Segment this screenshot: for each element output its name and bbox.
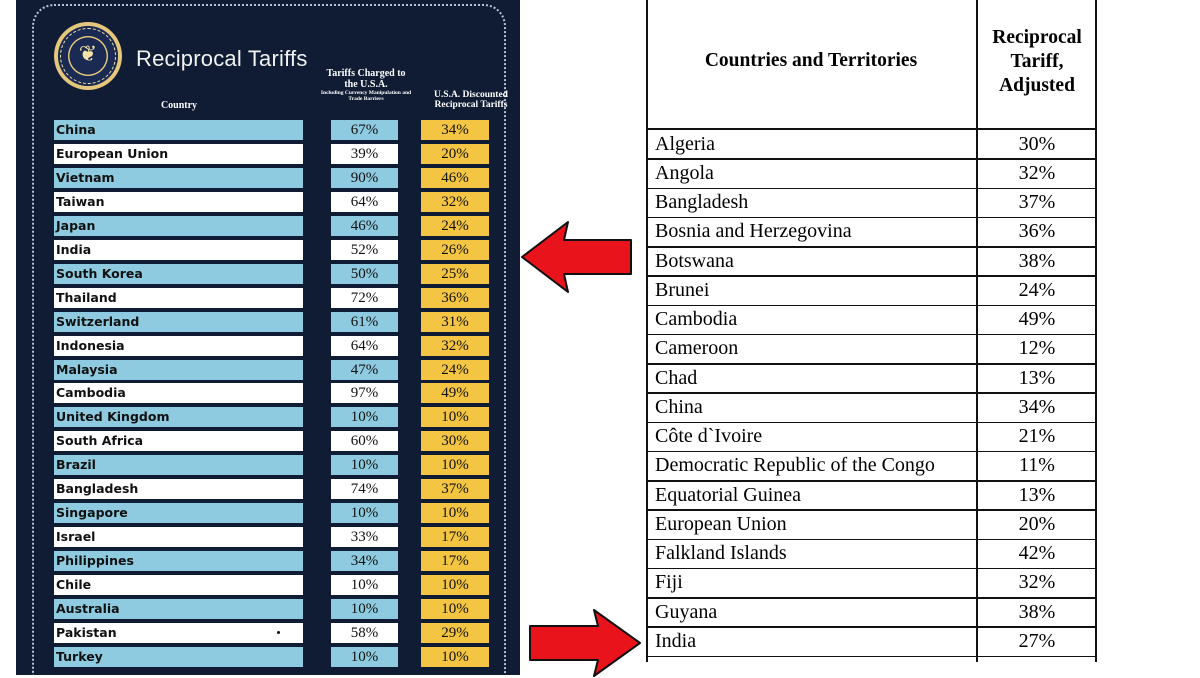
table-row-divider	[646, 246, 1097, 248]
table-country-cell: Chad	[655, 366, 698, 389]
tariff-charged-cell: 61%	[331, 312, 398, 332]
country-name-cell: Japan	[54, 216, 303, 236]
country-name-cell: Brazil	[54, 455, 303, 475]
tariff-charged-cell: 10%	[331, 599, 398, 619]
table-row-divider	[646, 275, 1097, 277]
table-header-countries: Countries and Territories	[704, 50, 918, 71]
discounted-tariff-cell: 17%	[421, 551, 489, 571]
country-name-cell: Malaysia	[54, 360, 303, 380]
tariff-row	[16, 383, 520, 403]
tariff-row	[16, 575, 520, 595]
table-tariff-cell: 24%	[1018, 278, 1056, 301]
column-header-country: Country	[160, 100, 198, 111]
table-row	[646, 305, 1097, 334]
table-row	[646, 451, 1097, 480]
table-country-cell: Democratic Republic of the Congo	[655, 454, 935, 477]
table-header-tariff-line: Tariff,	[1010, 51, 1064, 72]
tariff-row	[16, 288, 520, 308]
table-row	[646, 539, 1097, 568]
discounted-tariff-cell: 17%	[421, 527, 489, 547]
tariff-row	[16, 503, 520, 523]
discounted-tariff-cell: 10%	[421, 407, 489, 427]
table-tariff-cell: 36%	[1018, 220, 1056, 243]
table-row	[646, 481, 1097, 510]
discounted-tariff-cell: 10%	[421, 599, 489, 619]
table-row-divider	[646, 480, 1097, 482]
table-country-cell: Bosnia and Herzegovina	[655, 220, 852, 243]
discounted-tariff-cell: 37%	[421, 479, 489, 499]
table-row-divider	[646, 158, 1097, 160]
table-row	[646, 598, 1097, 627]
table-row	[646, 159, 1097, 188]
discounted-tariff-cell: 24%	[421, 360, 489, 380]
table-row	[646, 217, 1097, 246]
tariff-charged-cell: 10%	[331, 455, 398, 475]
country-name-cell: India	[54, 240, 303, 260]
tariff-row	[16, 551, 520, 571]
table-row-divider	[646, 568, 1097, 570]
country-name-cell: Thailand	[54, 288, 303, 308]
table-row-divider	[646, 363, 1097, 365]
table-tariff-cell: 42%	[1018, 542, 1056, 564]
table-row-divider	[646, 539, 1097, 541]
table-row	[646, 276, 1097, 305]
table-tariff-cell: 27%	[1018, 629, 1056, 652]
table-row	[646, 422, 1097, 451]
discounted-tariff-cell: 46%	[421, 168, 489, 188]
tariff-row	[16, 599, 520, 619]
country-name-cell: South Africa	[54, 431, 303, 451]
reciprocal-tariff-table	[646, 0, 1097, 675]
discounted-tariff-cell: 30%	[421, 431, 489, 451]
table-row-divider	[646, 597, 1097, 599]
tariff-charged-cell: 46%	[331, 216, 398, 236]
discounted-tariff-cell: 32%	[421, 192, 489, 212]
tariff-row	[16, 240, 520, 260]
table-row	[646, 130, 1097, 159]
country-name-cell: European Union	[54, 144, 303, 164]
table-row	[646, 568, 1097, 597]
table-rows	[646, 0, 1097, 675]
tariff-row	[16, 336, 520, 356]
discounted-tariff-cell: 20%	[421, 144, 489, 164]
discounted-tariff-cell: 24%	[421, 216, 489, 236]
table-row	[646, 247, 1097, 276]
country-name-cell: Taiwan	[54, 192, 303, 212]
tariff-row	[16, 120, 520, 140]
table-tariff-cell: 38%	[1018, 600, 1056, 623]
discounted-tariff-cell: 10%	[421, 575, 489, 595]
table-row-divider	[646, 217, 1097, 219]
table-row-divider	[646, 422, 1097, 424]
tariff-charged-cell: 34%	[331, 551, 398, 571]
tariff-charged-cell: 58%	[331, 623, 398, 643]
tariff-charged-cell: 33%	[331, 527, 398, 547]
tariff-row	[16, 144, 520, 164]
country-name-cell: Singapore	[54, 503, 303, 523]
red-arrow-right-icon	[528, 608, 642, 678]
table-country-cell: China	[655, 395, 703, 418]
tariffs-charged-subtitle: Including Currency Manipulation and Trade Barriers	[320, 90, 412, 102]
table-tariff-cell: 20%	[1018, 512, 1056, 535]
table-row	[646, 364, 1097, 393]
tariff-charged-cell: 67%	[331, 120, 398, 140]
table-country-cell: Falkland Islands	[655, 542, 787, 564]
table-row	[646, 188, 1097, 217]
table-row-divider	[646, 334, 1097, 336]
table-country-cell: Brunei	[655, 278, 710, 301]
discounted-tariff-cell: 25%	[421, 264, 489, 284]
table-row-divider	[646, 451, 1097, 453]
tariff-row	[16, 168, 520, 188]
tariff-charged-cell: 74%	[331, 479, 398, 499]
tariff-charged-cell: 97%	[331, 383, 398, 403]
discounted-tariff-cell: 10%	[421, 455, 489, 475]
table-tariff-cell: 32%	[1018, 571, 1056, 594]
country-name-cell: Turkey	[54, 647, 303, 667]
discounted-tariff-cell: 10%	[421, 647, 489, 667]
table-tariff-cell: 21%	[1018, 425, 1056, 447]
discounted-tariff-cell: 31%	[421, 312, 489, 332]
tariff-row	[16, 647, 520, 667]
tariff-charged-cell: 10%	[331, 407, 398, 427]
table-row-divider	[646, 392, 1097, 394]
tariff-row	[16, 216, 520, 236]
country-name-cell: Cambodia	[54, 383, 303, 403]
table-country-cell: Cambodia	[655, 308, 738, 330]
table-row	[646, 393, 1097, 422]
tariff-row	[16, 527, 520, 547]
country-name-cell: Pakistan	[54, 623, 303, 643]
table-row-divider	[646, 656, 1097, 658]
table-country-cell: Angola	[655, 161, 714, 184]
tariff-charged-cell: 50%	[331, 264, 398, 284]
tariff-rows	[16, 0, 520, 675]
table-tariff-cell: 13%	[1018, 483, 1056, 506]
discounted-tariff-cell: 26%	[421, 240, 489, 260]
discounted-tariff-cell: 29%	[421, 623, 489, 643]
table-tariff-cell: 34%	[1018, 395, 1056, 418]
table-tariff-cell: 13%	[1018, 366, 1056, 389]
tariff-row	[16, 407, 520, 427]
table-tariff-cell: 30%	[1018, 132, 1056, 155]
country-name-cell: China	[54, 120, 303, 140]
discounted-tariff-cell: 49%	[421, 383, 489, 403]
table-country-cell: Guyana	[655, 600, 718, 623]
tariff-charged-cell: 90%	[331, 168, 398, 188]
table-row-divider	[646, 188, 1097, 190]
tariff-charged-cell: 64%	[331, 192, 398, 212]
table-row-divider	[646, 509, 1097, 511]
tariff-charged-cell: 47%	[331, 360, 398, 380]
table-country-cell: Cameroon	[655, 337, 739, 360]
eagle-icon: ❦	[78, 42, 98, 67]
table-header-tariff-line: Adjusted	[999, 75, 1075, 96]
country-name-cell: Israel	[54, 527, 303, 547]
column-header-discounted-tariffs: U.S.A. Discounted Reciprocal Tariffs	[434, 90, 508, 110]
tariff-row	[16, 431, 520, 451]
table-country-cell: Fiji	[655, 571, 683, 594]
discounted-tariff-cell: 10%	[421, 503, 489, 523]
tariff-charged-cell: 10%	[331, 647, 398, 667]
table-tariff-cell: 12%	[1018, 337, 1056, 360]
country-name-cell: Vietnam	[54, 168, 303, 188]
tariff-row	[16, 360, 520, 380]
tariff-charged-cell: 10%	[331, 575, 398, 595]
table-tariff-cell: 32%	[1018, 161, 1056, 184]
country-name-cell: United Kingdom	[54, 407, 303, 427]
table-tariff-cell: 38%	[1018, 249, 1056, 272]
tariff-row	[16, 312, 520, 332]
discounted-tariff-cell: 32%	[421, 336, 489, 356]
table-country-cell: Equatorial Guinea	[655, 483, 802, 506]
table-tariff-cell: 49%	[1018, 308, 1056, 330]
tariff-row	[16, 192, 520, 212]
tariff-charged-cell: 72%	[331, 288, 398, 308]
tariff-row	[16, 479, 520, 499]
discounted-tariff-cell: 36%	[421, 288, 489, 308]
country-name-cell: Bangladesh	[54, 479, 303, 499]
table-country-cell: Botswana	[655, 249, 734, 272]
table-country-cell: Algeria	[655, 132, 715, 155]
table-row	[646, 510, 1097, 539]
tariff-charged-cell: 64%	[331, 336, 398, 356]
table-tariff-cell: 37%	[1018, 191, 1056, 213]
table-country-cell: Bangladesh	[655, 191, 749, 213]
tariff-charged-cell: 10%	[331, 503, 398, 523]
red-arrow-left-icon	[520, 220, 634, 294]
table-header-tariff-line: Reciprocal	[992, 27, 1082, 48]
table-row-divider	[646, 305, 1097, 307]
reciprocal-tariffs-board	[16, 0, 520, 675]
tariff-charged-cell: 60%	[331, 431, 398, 451]
country-name-cell: Philippines	[54, 551, 303, 571]
discounted-tariff-cell: 34%	[421, 120, 489, 140]
tariff-row	[16, 623, 520, 643]
table-row-divider	[646, 626, 1097, 628]
tariffs-charged-title: Tariffs Charged to the U.S.A.	[326, 68, 406, 90]
country-name-cell: South Korea	[54, 264, 303, 284]
table-tariff-cell: 11%	[1019, 454, 1055, 477]
dot-mark	[277, 623, 280, 643]
country-name-cell: Indonesia	[54, 336, 303, 356]
tariff-row	[16, 455, 520, 475]
table-row	[646, 334, 1097, 363]
country-name-cell: Chile	[54, 575, 303, 595]
table-country-cell: Côte d`Ivoire	[655, 425, 763, 447]
tariff-charged-cell: 52%	[331, 240, 398, 260]
table-country-cell: European Union	[655, 512, 787, 535]
table-country-cell: India	[655, 629, 697, 652]
table-row	[646, 627, 1097, 656]
tariff-row	[16, 264, 520, 284]
board-title: Reciprocal Tariffs	[136, 46, 308, 71]
tariff-charged-cell: 39%	[331, 144, 398, 164]
country-name-cell: Switzerland	[54, 312, 303, 332]
country-name-cell: Australia	[54, 599, 303, 619]
